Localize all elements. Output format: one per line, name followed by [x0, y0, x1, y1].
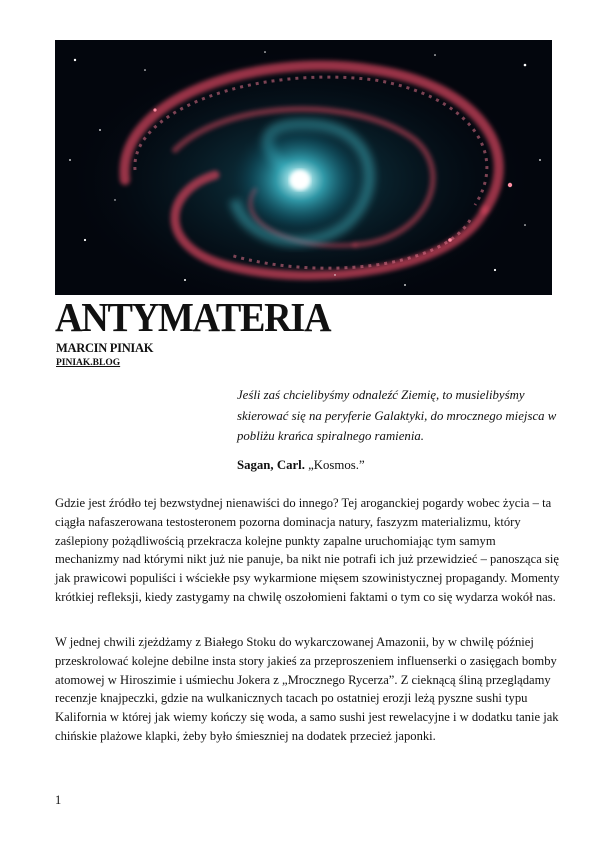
article-title: ANTYMATERIA [55, 294, 331, 340]
epigraph-work: „Kosmos.” [308, 458, 365, 472]
author-name: MARCIN PINIAK [56, 341, 154, 355]
blog-link[interactable]: PINIAK.BLOG [56, 358, 121, 368]
epigraph-source [237, 458, 365, 473]
page-number: 1 [55, 793, 62, 807]
paragraph-1: Gdzie jest źródło tej bezwstydnej nienawiści do innego? Tej aroganckiej pogardy wobec życia – ta ciągła nafaszerowana testosteronem pozorna dominacja natury, faszyzm materializmu, który zaślepiony pożądliwością przekracza kolejne punkty zapalne uruchomiając tym samym mechanizmy nad którymi nikt już nie panuje, ba nikt nie potrafi ich już przewidzieć – panosząca się jak prawicowi populiści i wściekłe psy wykarmione mięsem szowinistycznej propagandy. Momenty krótkiej refleksji, kiedy zastygamy na chwilę oszołomieni faktami o tym co się wydarza wokół nas. [55, 496, 560, 604]
galaxy-image [55, 40, 552, 295]
hero-image [55, 40, 552, 295]
epigraph-author: Sagan, Carl. [237, 458, 305, 472]
paragraph-2: W jednej chwili zjeżdżamy z Białego Stoku do wykarczowanej Amazonii, by w chwilę później przeskrolować kolejne debilne insta story jakieś za przeproszeniem influenserki o zasięgach bomby atomowej w Hiroszimie i uśmiechu Jokera z „Mrocznego Rycerza”. Z cieknącą śliną przeglądamy recenzje knajpeczki, gdzie na wulkanicznych tacach po ostatniej erozji leżą pyszne sushi typu Kalifornia w której jak wiemy kończy się woda, a samo sushi jest rewelacyjne i w dodatku tanie jak chińskie plażowe klapki, żeby było śmieszniej na dodatek przecież japonki. [55, 635, 559, 743]
epigraph-quote: Jeśli zaś chcielibyśmy odnaleźć Ziemię, to musielibyśmy skierować się na peryferie Galaktyki, do mrocznego miejsca w pobliżu krańca spiralnego ramienia. [237, 388, 557, 443]
